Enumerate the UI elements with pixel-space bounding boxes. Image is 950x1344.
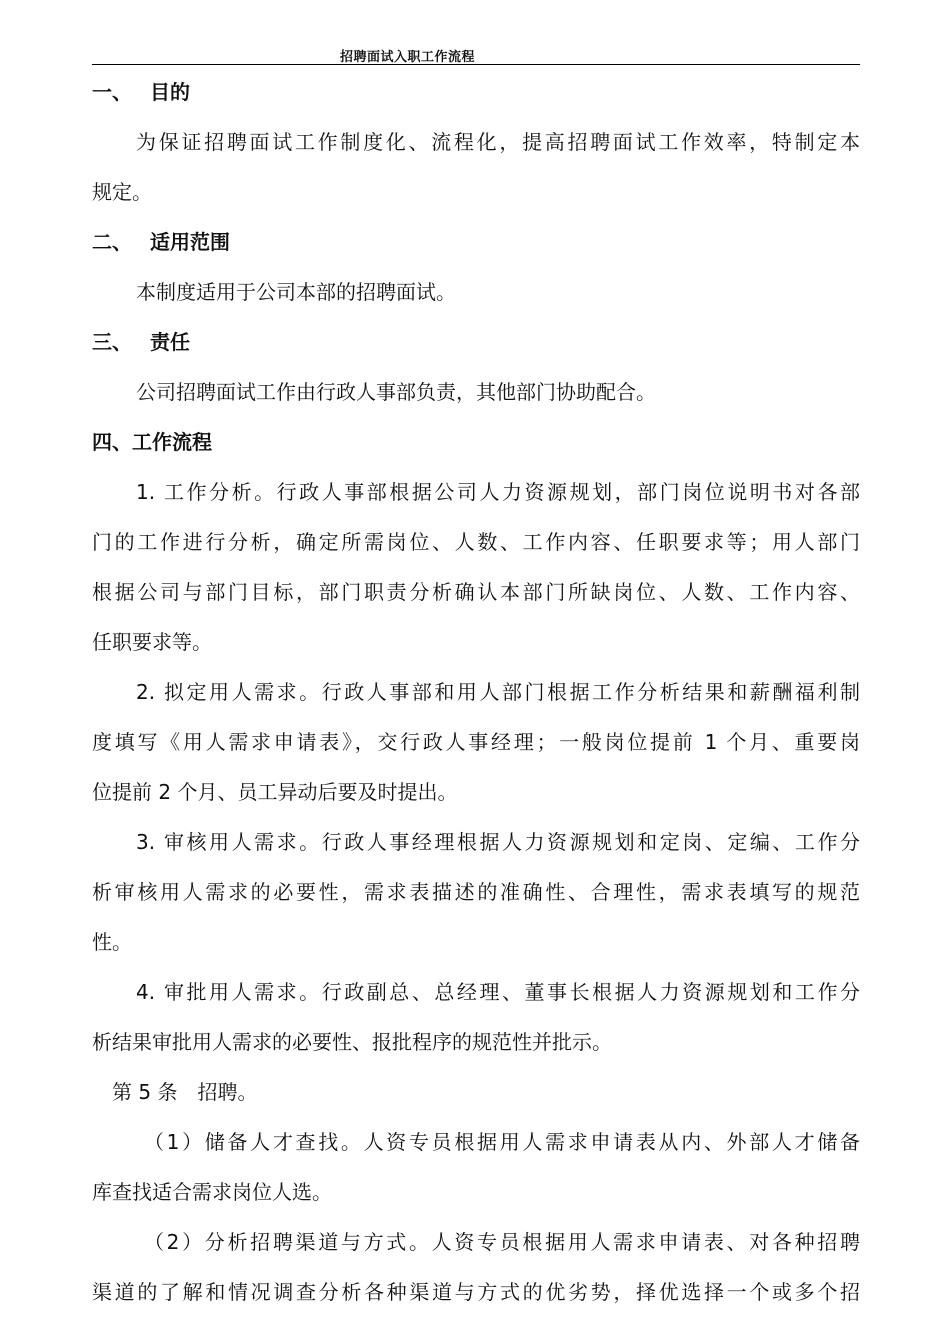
paragraph-line: 4. 审批用人需求。行政副总、总经理、董事长根据人力资源规划和工作分: [136, 980, 860, 1004]
section-title: 责任: [150, 330, 190, 354]
header-title: 招聘面试入职工作流程: [340, 50, 476, 65]
section-title: 适用范围: [150, 230, 230, 254]
paragraph-line: （1）储备人才查找。人资专员根据用人需求申请表从内、外部人才储备: [144, 1130, 860, 1154]
section-heading-purpose: [92, 67, 860, 117]
section-heading-workflow: 四、工作流程: [92, 430, 212, 454]
paragraph-line: 3. 审核用人需求。行政人事经理根据人力资源规划和定岗、定编、工作分: [136, 830, 860, 854]
section-heading-responsibility: [92, 317, 860, 367]
paragraph-line: 规定。: [92, 180, 152, 204]
paragraph-line: 析审核用人需求的必要性，需求表描述的准确性、合理性，需求表填写的规范: [92, 880, 860, 904]
paragraph-line: 任职要求等。: [92, 630, 212, 654]
paragraph-line: 2. 拟定用人需求。行政人事部和用人部门根据工作分析结果和薪酬福利制: [136, 680, 860, 704]
paragraph-line: 根据公司与部门目标，部门职责分析确认本部门所缺岗位、人数、工作内容、: [92, 580, 860, 604]
section-number: 二、: [92, 230, 132, 254]
paragraph-line: 性。: [92, 930, 132, 954]
paragraph-line: 公司招聘面试工作由行政人事部负责，其他部门协助配合。: [136, 380, 656, 404]
section-number: 一、: [92, 80, 132, 104]
section-number: 三、: [92, 330, 132, 354]
paragraph-line: 本制度适用于公司本部的招聘面试。: [136, 280, 456, 304]
paragraph-line: 库查找适合需求岗位人选。: [92, 1180, 332, 1204]
paragraph-line: 位提前 2 个月、员工异动后要及时提出。: [92, 780, 458, 804]
article-heading: 第 5 条 招聘。: [112, 1080, 258, 1104]
paragraph-line: 析结果审批用人需求的必要性、报批程序的规范性并批示。: [92, 1030, 612, 1054]
section-title: 目的: [150, 80, 190, 104]
paragraph-line: 渠道的了解和情况调查分析各种渠道与方式的优劣势，择优选择一个或多个招: [92, 1280, 860, 1304]
paragraph-line: 度填写《用人需求申请表》，交行政人事经理；一般岗位提前 1 个月、重要岗: [92, 730, 860, 754]
paragraph-line: （2）分析招聘渠道与方式。人资专员根据用人需求申请表、对各种招聘: [144, 1230, 860, 1254]
paragraph-line: 1. 工作分析。行政人事部根据公司人力资源规划，部门岗位说明书对各部: [136, 480, 860, 504]
paragraph-line: 为保证招聘面试工作制度化、流程化，提高招聘面试工作效率，特制定本: [136, 130, 860, 154]
paragraph-line: 门的工作进行分析，确定所需岗位、人数、工作内容、任职要求等；用人部门: [92, 530, 860, 554]
page-header: [92, 44, 860, 65]
document-body: [92, 67, 860, 1317]
section-heading-scope: [92, 217, 860, 267]
